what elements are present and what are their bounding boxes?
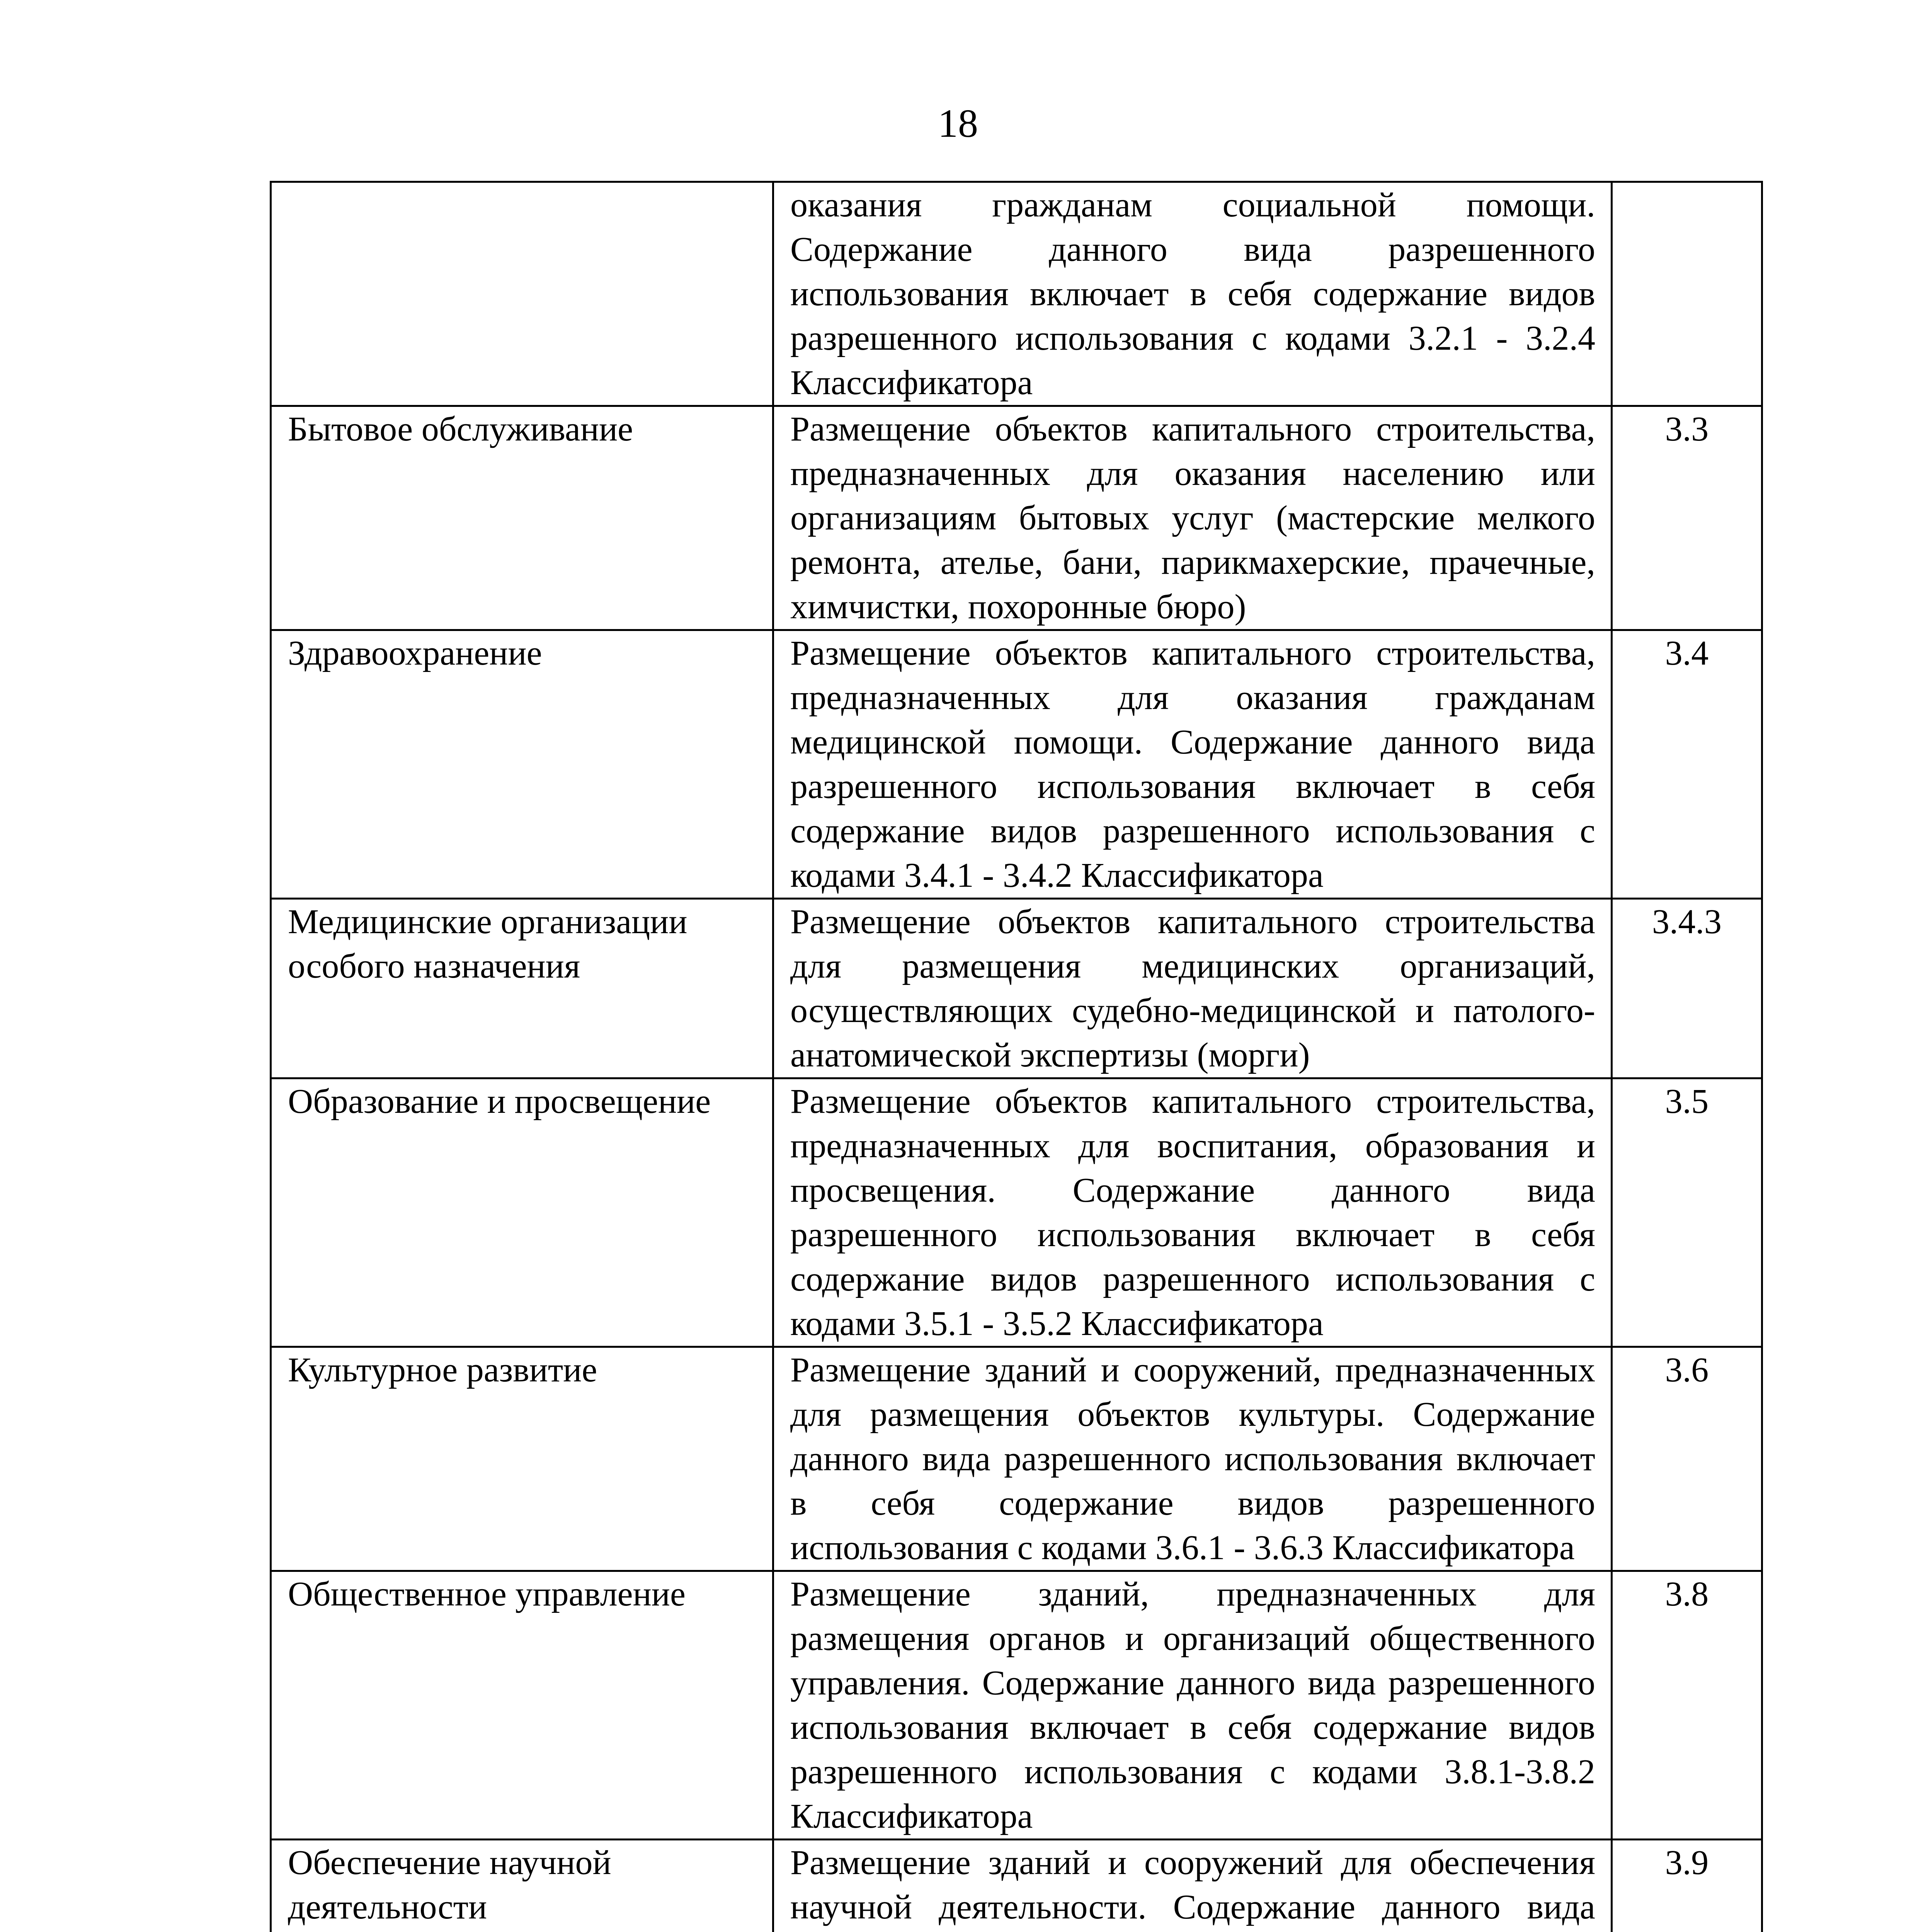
table-row xyxy=(271,1840,1762,1932)
use-description-cell: Размещение объектов капитального строительства, предназначенных для оказания гражданам медицинской помощи. Содержание данного вида разрешенного использования включает в себя содержание видов разрешенного использования с кодами 3.4.1 - 3.4.2 Классификатора xyxy=(773,630,1612,899)
use-name-cell: Медицинские организации особого назначения xyxy=(271,899,773,1078)
table-row xyxy=(271,1347,1762,1571)
use-code-cell: 3.6 xyxy=(1612,1347,1762,1571)
table-row xyxy=(271,406,1762,630)
table-row xyxy=(271,1571,1762,1840)
use-code-cell: 3.3 xyxy=(1612,406,1762,630)
use-code-cell xyxy=(1612,182,1762,406)
table-row xyxy=(271,1078,1762,1347)
table-row xyxy=(271,630,1762,899)
use-description-cell: Размещение зданий, предназначенных для размещения органов и организаций общественного управления. Содержание данного вида разрешенного использования включает в себя содержание видов разрешенного использования с кодами 3.8.1-3.8.2 Классификатора xyxy=(773,1571,1612,1840)
land-use-table xyxy=(270,181,1763,1932)
page-number: 18 xyxy=(938,101,978,146)
use-name-cell xyxy=(271,182,773,406)
use-code-cell: 3.9 xyxy=(1612,1840,1762,1932)
use-name-cell: Общественное управление xyxy=(271,1571,773,1840)
use-description-cell: Размещение объектов капитального строительства, предназначенных для воспитания, образования и просвещения. Содержание данного вида разрешенного использования включает в себя содержание видов разрешенного использования с кодами 3.5.1 - 3.5.2 Классификатора xyxy=(773,1078,1612,1347)
table-row xyxy=(271,899,1762,1078)
use-description-cell: Размещение зданий и сооружений, предназначенных для размещения объектов культуры. Содержание данного вида разрешенного использования включает в себя содержание видов разрешенного использования с кодами 3.6.1 - 3.6.3 Классификатора xyxy=(773,1347,1612,1571)
use-description-cell: Размещение зданий и сооружений для обеспечения научной деятельности. Содержание данного вида xyxy=(773,1840,1612,1932)
table-row xyxy=(271,182,1762,406)
use-code-cell: 3.4 xyxy=(1612,630,1762,899)
use-name-cell: Культурное развитие xyxy=(271,1347,773,1571)
use-description-cell: Размещение объектов капитального строительства для размещения медицинских организаций, осуществляющих судебно-медицинской и патолого-анатомической экспертизы (морги) xyxy=(773,899,1612,1078)
use-name-cell: Образование и просвещение xyxy=(271,1078,773,1347)
use-code-cell: 3.5 xyxy=(1612,1078,1762,1347)
use-description-cell: оказания гражданам социальной помощи. Содержание данного вида разрешенного использования включает в себя содержание видов разрешенного использования с кодами 3.2.1 - 3.2.4 Классификатора xyxy=(773,182,1612,406)
use-code-cell: 3.4.3 xyxy=(1612,899,1762,1078)
use-name-cell: Здравоохранение xyxy=(271,630,773,899)
use-name-cell: Обеспечение научной деятельности xyxy=(271,1840,773,1932)
use-description-cell: Размещение объектов капитального строительства, предназначенных для оказания населению или организациям бытовых услуг (мастерские мелкого ремонта, ателье, бани, парикмахерские, прачечные, химчистки, похоронные бюро) xyxy=(773,406,1612,630)
use-code-cell: 3.8 xyxy=(1612,1571,1762,1840)
use-name-cell: Бытовое обслуживание xyxy=(271,406,773,630)
